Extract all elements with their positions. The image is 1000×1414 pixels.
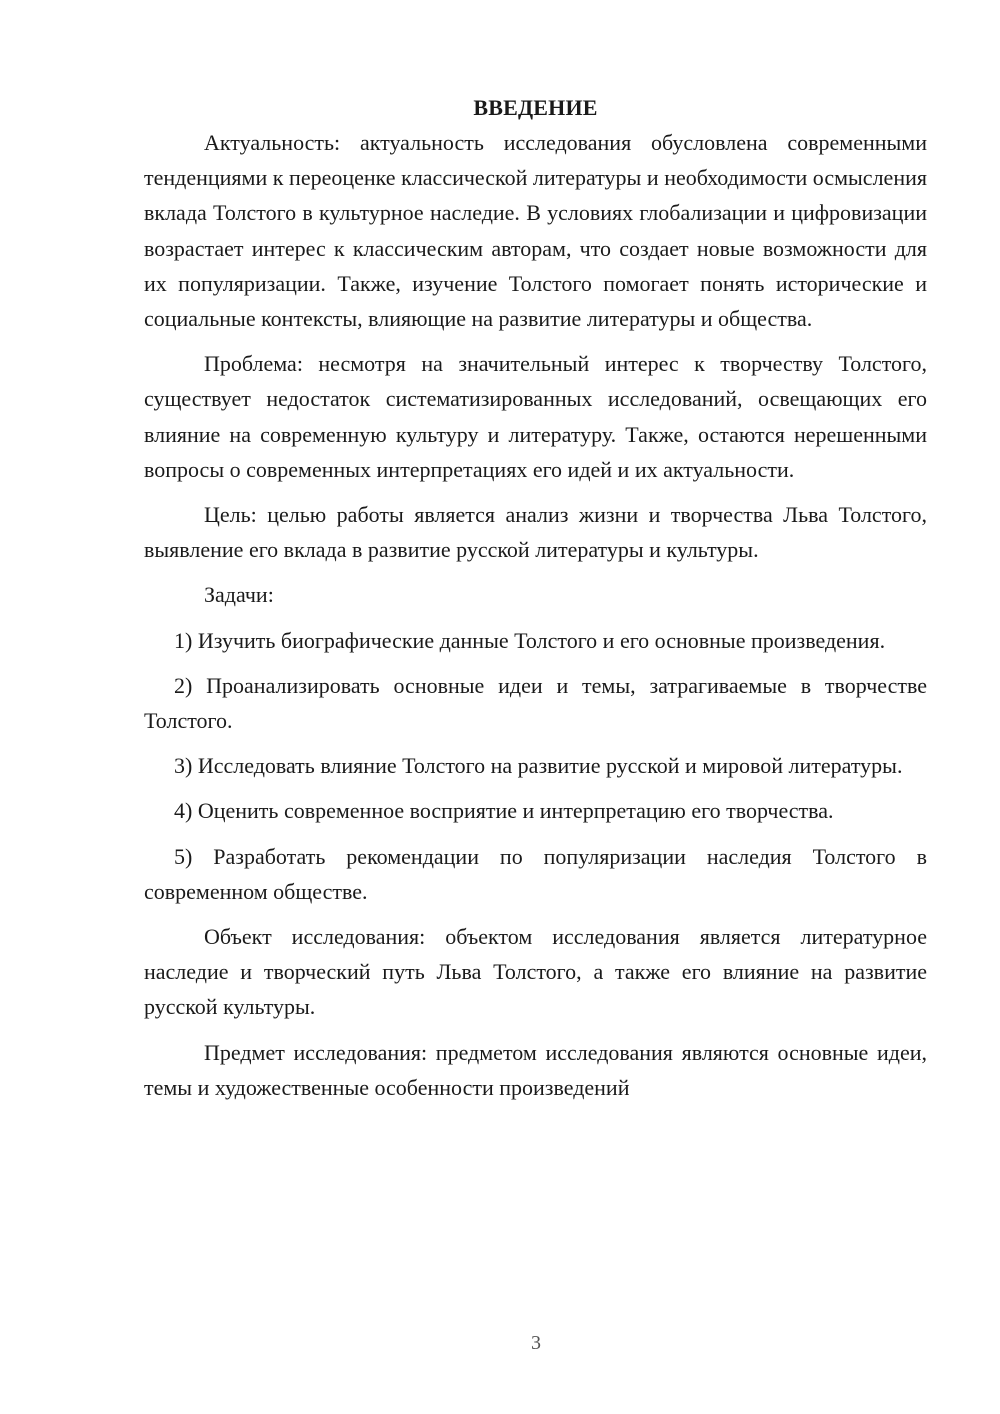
problem-paragraph: Проблема: несмотря на значительный интерес к творчеству Толстого, существует недостаток систематизированных исследований, освещающих его влияние на современную культуру и литературу. Также, остаются нерешенными вопросы о современных интерпретациях его идей и их актуальности. — [144, 351, 927, 482]
subject-paragraph: Предмет исследования: предметом исследования являются основные идеи, темы и художественные особенности произведений — [144, 1039, 927, 1100]
tasks-heading: Задачи: — [204, 582, 274, 608]
task-item-5: 5) Разработать рекомендации по популяризации наследия Толстого в современном обществе. — [144, 843, 927, 904]
task-item-3: 3) Исследовать влияние Толстого на развитие русской и мировой литературы. — [174, 753, 903, 779]
goal-paragraph: Цель: целью работы является анализ жизни и творчества Льва Толстого, выявление его вклада в развитие русской литературы и культуры. — [144, 502, 927, 563]
task-item-2: 2) Проанализировать основные идеи и темы, затрагиваемые в творчестве Толстого. — [144, 672, 927, 734]
task-item-1: 1) Изучить биографические данные Толстого и его основные произведения. — [174, 627, 886, 653]
document-page — [144, 90, 927, 1105]
object-paragraph: Объект исследования: объектом исследования является литературное наследие и творческий путь Льва Толстого, а также его влияние на развитие русской культуры. — [144, 924, 927, 1020]
relevance-paragraph: Актуальность: актуальность исследования обусловлена современными тенденциями к переоценке классической литературы и необходимости осмысления вклада Толстого в культурное наследие. В условиях глобализации и цифровизации возрастает интерес к классическим авторам, что создает новые возможности для их популяризации. Также, изучение Толстого помогает понять исторические и социальные контексты, влияющие на развитие литературы и общества. — [144, 130, 927, 332]
task-item-4: 4) Оценить современное восприятие и интерпретацию его творчества. — [174, 798, 834, 824]
page-number: 3 — [531, 1332, 541, 1354]
page-title: ВВЕДЕНИЕ — [473, 95, 598, 120]
